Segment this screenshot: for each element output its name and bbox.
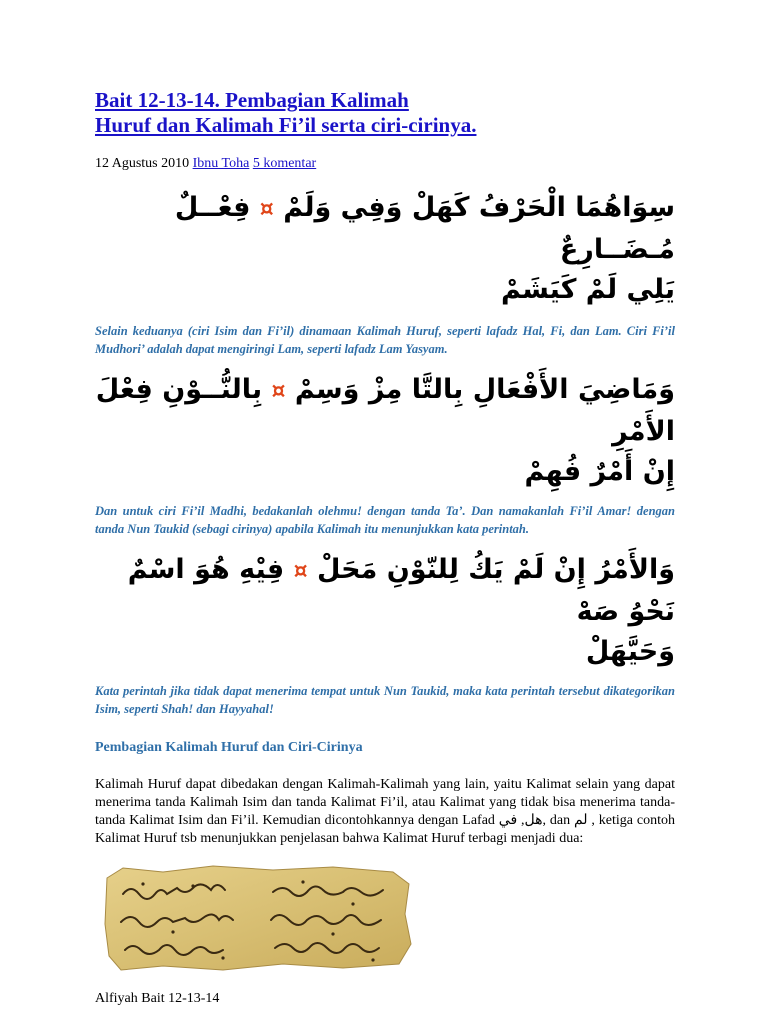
image-caption: Alfiyah Bait 12-13-14 [95, 991, 220, 1006]
post-meta [95, 156, 675, 172]
manuscript-image [103, 864, 413, 972]
paragraph-text-3: , ketiga contoh Kalimat Huruf tsb menunjukkan penjelasan bahwa Kalimat Huruf terbagi menjadi dua: [95, 813, 675, 846]
section-heading: Pembagian Kalimah Huruf dan Ciri-Cirinya [95, 740, 363, 755]
post-title-line2: Huruf dan Kalimah Fi’il serta ciri-cirinya. [95, 113, 477, 137]
post-date: 12 Agustus 2010 [95, 156, 190, 171]
verse-hemistich-right: وَالأَمْرُ إِنْ لَمْ يَكُ لِلنّوْنِ مَحَلْ [317, 554, 675, 585]
verse-1-translation: Selain keduanya (ciri Isim dan Fi’il) dinamaan Kalimah Huruf, seperti lafadz Hal, Fi, dan Lam. Ciri Fi’il Mudhori’ adalah dapat mengiringi Lam, seperti lafadz Lam Yasyam. [95, 324, 675, 356]
verse-3-arabic [95, 550, 675, 672]
verse-hemistich-right: سِوَاهُمَا الْحَرْفُ كَهَلْ وَفِي وَلَمْ [283, 192, 675, 223]
verse-line-2: وَحَيَّهَلْ [585, 636, 675, 667]
separator-icon: ¤ [293, 559, 308, 584]
verse-hemistich-left: بِالنُّــوْنِ فِعْلَ الأَمْرِ [95, 374, 675, 447]
verse-line [95, 370, 675, 452]
verse-2-translation: Dan untuk ciri Fi’il Madhi, bedakanlah olehmu! dengan tanda Ta’. Dan namakanlah Fi’il Amar! dengan tanda Nun Taukid (sebagi cirinya) apabila Kalimah itu menunjukkan kata perintah. [95, 504, 675, 536]
section-paragraph [95, 776, 675, 848]
arabic-example-lam: لم [573, 813, 588, 828]
post-title-link[interactable] [95, 88, 476, 137]
author-link[interactable]: Ibnu Toha [192, 156, 250, 171]
verse-2-arabic [95, 370, 675, 492]
verse-line-2: يَلِي لَمْ كَيَشَمْ [501, 274, 675, 305]
verse-line [95, 550, 675, 632]
comments-link[interactable]: 5 komentar [252, 156, 317, 171]
separator-icon: ¤ [259, 197, 274, 222]
arabic-examples: هل, في [498, 813, 543, 828]
verse-1-arabic [95, 188, 675, 310]
verse-3-translation: Kata perintah jika tidak dapat menerima tempat untuk Nun Taukid, maka kata perintah tersebut dikategorikan Isim, seperti Shah! dan Hayyahal! [95, 684, 675, 716]
verse-hemistich-right: وَمَاضِيَ الأَفْعَالِ بِالتَّا مِزْ وَسِمْ [294, 374, 675, 405]
verse-line-2: إِنْ أَمْرٌ فُهِمْ [524, 456, 675, 487]
paragraph-text-1: Kalimah Huruf dapat dibedakan dengan Kalimah-Kalimah yang lain, yaitu Kalimat selain yang dapat menerima tanda Kalimah Isim dan tanda Kalimat Fi’il, atau Kalimat yang tidak bisa menerima tanda-tanda Kalimat Isim dan Fi’il. Kemudian dicontohkannya dengan Lafad [95, 777, 675, 828]
post [95, 88, 675, 1007]
verse-hemistich-left: فِعْــلٌ مُـضَــارِعٌ [174, 192, 675, 265]
verse-hemistich-left: فِيْهِ هُوَ اسْمٌ نَحْوُ صَهْ [127, 554, 675, 627]
post-title-line1: Bait 12-13-14. Pembagian Kalimah [95, 88, 409, 112]
verse-line [95, 188, 675, 270]
paragraph-text-2: , dan [542, 813, 574, 828]
post-title [95, 88, 675, 138]
separator-icon: ¤ [271, 379, 286, 404]
